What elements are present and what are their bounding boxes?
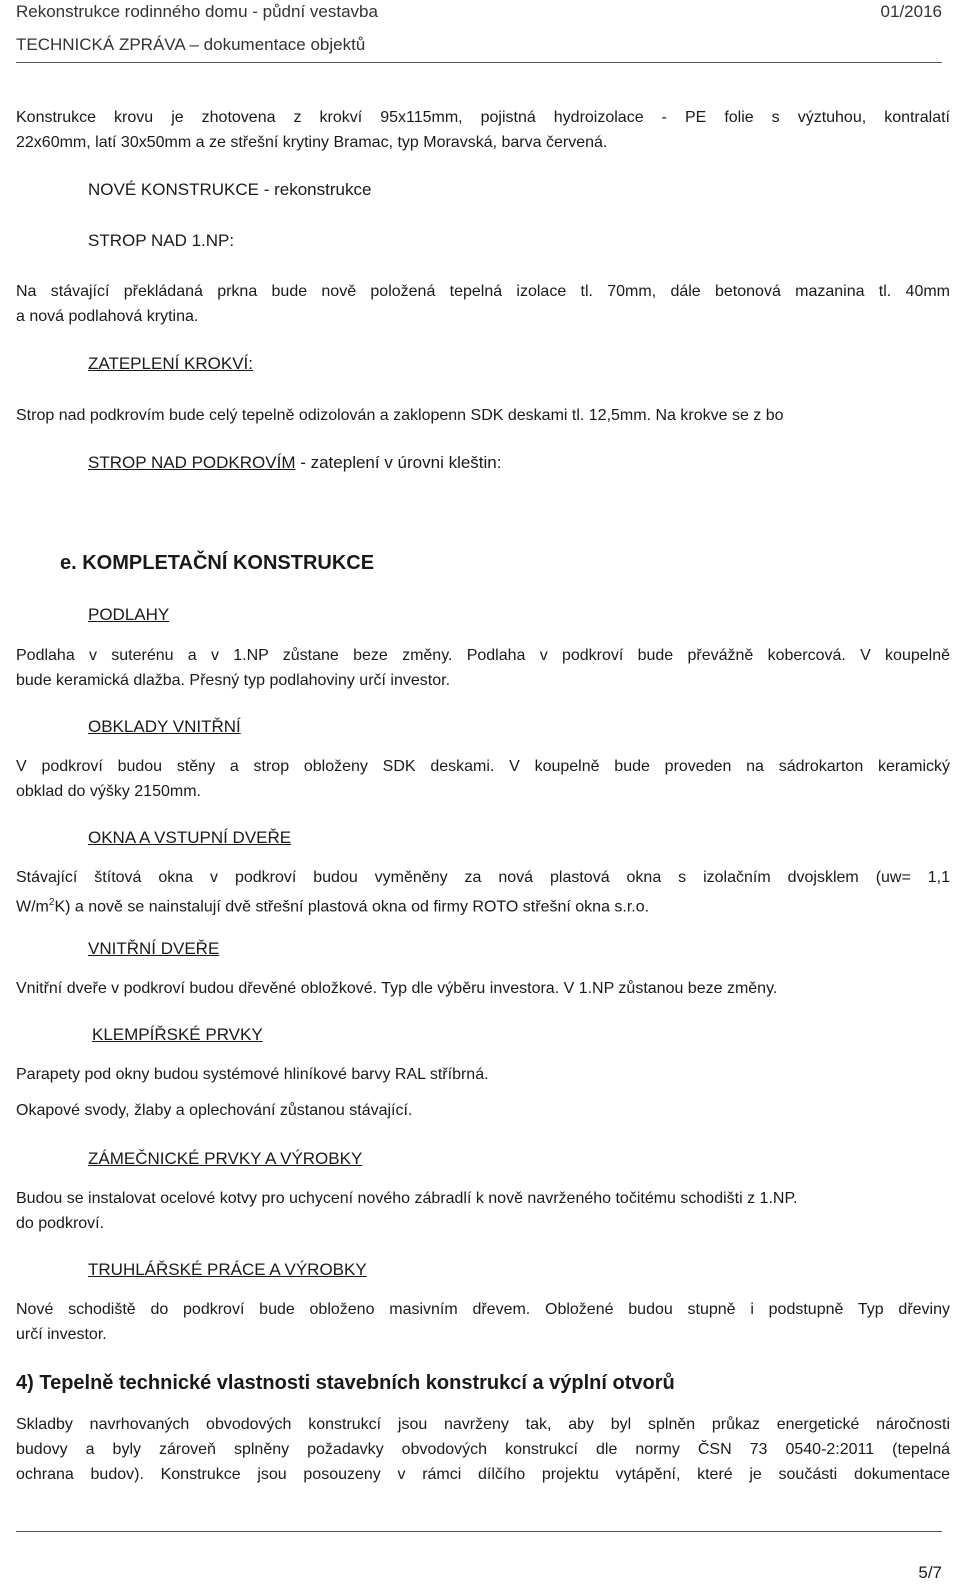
section-4-paragraph <box>16 1412 950 1487</box>
vnitrni-dvere-heading-text: VNITŘNÍ DVEŘE <box>88 939 220 958</box>
obklady-line-2: obklad do výšky 2150mm. <box>16 783 201 800</box>
section-4-heading <box>16 1372 950 1395</box>
podlahy-paragraph <box>16 643 950 693</box>
okna-paragraph <box>16 865 950 919</box>
page-header <box>16 0 942 63</box>
klemp-line-2: Okapové svody, žlaby a oplechování zůstanou stávající. <box>16 1102 413 1119</box>
header-row-1 <box>16 2 942 22</box>
intro-line-2: 22x60mm, latí 30x50mm a ze střešní krytiny Bramac, typ Moravská, barva červená. <box>16 134 608 151</box>
okna-line-2-a: W/m <box>16 898 49 916</box>
header-date: 01/2016 <box>880 2 942 21</box>
okna-line-2-b: K) a nově se nainstalují dvě střešní plastová okna od firmy ROTO střešní okna s.r.o. <box>54 898 650 916</box>
nove-konstrukce-heading <box>88 180 888 200</box>
kompletacni-konstrukce-heading-text: e. KOMPLETAČNÍ KONSTRUKCE <box>60 552 375 574</box>
podlahy-heading <box>88 605 888 625</box>
okna-line-2-sup: 2 <box>48 897 55 908</box>
okna-heading <box>88 828 888 848</box>
truhlarske-heading <box>88 1260 888 1280</box>
klempirske-heading-text: KLEMPÍŘSKÉ PRVKY <box>92 1025 263 1044</box>
klempirske-paragraph <box>16 1062 950 1123</box>
obklady-heading-text: OBKLADY VNITŘNÍ <box>88 717 241 736</box>
okna-line-1: Stávající štítová okna v podkroví budou vyměněny za nová plastová okna s izolačním dvojsklem (uw= 1,1 <box>16 869 950 886</box>
podlahy-line-2: bude keramická dlažba. Přesný typ podlahoviny určí investor. <box>16 672 451 689</box>
obklady-heading <box>88 717 888 737</box>
page-number: 5/7 <box>918 1563 942 1582</box>
zatepleni-line: Strop nad podkrovím bude celý tepelně odizolován a zaklopenn SDK deskami tl. 12,5mm. Na krokve se z bo <box>16 407 784 424</box>
truhlarske-paragraph <box>16 1297 950 1347</box>
nove-konstrukce-heading-text: NOVÉ KONSTRUKCE - rekonstrukce <box>88 180 372 199</box>
obklady-line-1: V podkroví budou stěny a strop obloženy SDK deskami. V koupelně bude proveden na sádrokarton keramický <box>16 758 950 775</box>
zamec-line-1: Budou se instalovat ocelové kotvy pro uchycení nového zábradlí k nově navrženého točitému schodišti z 1.NP. <box>16 1190 798 1207</box>
zamec-line-2: do podkroví. <box>16 1215 105 1232</box>
strop-nad-podkrovim-heading-text: STROP NAD PODKROVÍM <box>88 453 296 472</box>
podlahy-heading-text: PODLAHY <box>88 605 170 624</box>
strop-line-1: Na stávající překládaná prkna bude nově položená tepelná izolace tl. 70mm, dále betonová mazanina tl. 40mm <box>16 283 950 300</box>
header-subtitle: TECHNICKÁ ZPRÁVA – dokumentace objektů <box>16 35 366 54</box>
strop-line-2: a nová podlahová krytina. <box>16 308 199 325</box>
zatepleni-krokvi-heading-text: ZATEPLENÍ KROKVÍ: <box>88 354 254 373</box>
section-4-heading-text: 4) Tepelně technické vlastnosti stavebních konstrukcí a výplní otvorů <box>16 1372 675 1394</box>
vnitrni-dvere-paragraph <box>16 976 950 1001</box>
section-4-line-2: budovy a byly zároveň splněny požadavky obvodových konstrukcí dle normy ČSN 73 0540-2:2011 (tepelná <box>16 1441 950 1458</box>
truhl-line-2: určí investor. <box>16 1326 107 1343</box>
kompletacni-konstrukce-heading <box>60 552 960 575</box>
okna-line-2 <box>16 890 950 919</box>
podlahy-line-1: Podlaha v suterénu a v 1.NP zůstane beze změny. Podlaha v podkroví bude převážně kobercová. V koupelně <box>16 647 950 664</box>
section-4-line-3: ochrana budov). Konstrukce jsou posouzeny v rámci dílčího projektu vytápění, které je součásti dokumentace <box>16 1466 950 1483</box>
klemp-line-1: Parapety pod okny budou systémové hliníkové barvy RAL stříbrná. <box>16 1066 489 1083</box>
header-row-2 <box>16 35 942 55</box>
zamecnicke-heading-text: ZÁMEČNICKÉ PRVKY A VÝROBKY <box>88 1149 363 1168</box>
okna-heading-text: OKNA A VSTUPNÍ DVEŘE <box>88 828 292 847</box>
footer-divider <box>16 1531 942 1532</box>
truhl-line-1: Nové schodiště do podkroví bude obloženo masivním dřevem. Obložené budou stupně i podstupně Typ dřeviny <box>16 1301 950 1318</box>
strop-nad-podkrovim-heading-rest: - zateplení v úrovni kleštin: <box>295 453 502 472</box>
intro-line-1: Konstrukce krovu je zhotovena z krokví 95x115mm, pojistná hydroizolace - PE folie s výztuhou, kontralatí <box>16 109 950 126</box>
zatepleni-krokvi-heading <box>88 354 888 374</box>
header-title: Rekonstrukce rodinného domu - půdní vestavba <box>16 2 378 21</box>
section-4-line-1: Skladby navrhovaných obvodových konstrukcí jsou navrženy tak, aby byl splněn průkaz energetické náročnosti <box>16 1416 950 1433</box>
dvere-line: Vnitřní dveře v podkroví budou dřevěné obložkové. Typ dle výběru investora. V 1.NP zůstanou beze změny. <box>16 980 778 997</box>
zatepleni-krokvi-paragraph <box>16 403 950 428</box>
strop-nad-1np-heading <box>88 231 888 251</box>
truhlarske-heading-text: TRUHLÁŘSKÉ PRÁCE A VÝROBKY <box>88 1260 367 1279</box>
obklady-paragraph <box>16 754 950 804</box>
intro-paragraph <box>16 105 950 155</box>
zamecnicke-paragraph <box>16 1186 950 1236</box>
klempirske-heading <box>92 1025 892 1045</box>
strop-nad-1np-heading-text: STROP NAD 1.NP: <box>88 231 235 250</box>
strop-nad-1np-paragraph <box>16 279 950 329</box>
vnitrni-dvere-heading <box>88 939 888 959</box>
zamecnicke-heading <box>88 1149 888 1169</box>
strop-nad-podkrovim-heading <box>88 453 888 473</box>
